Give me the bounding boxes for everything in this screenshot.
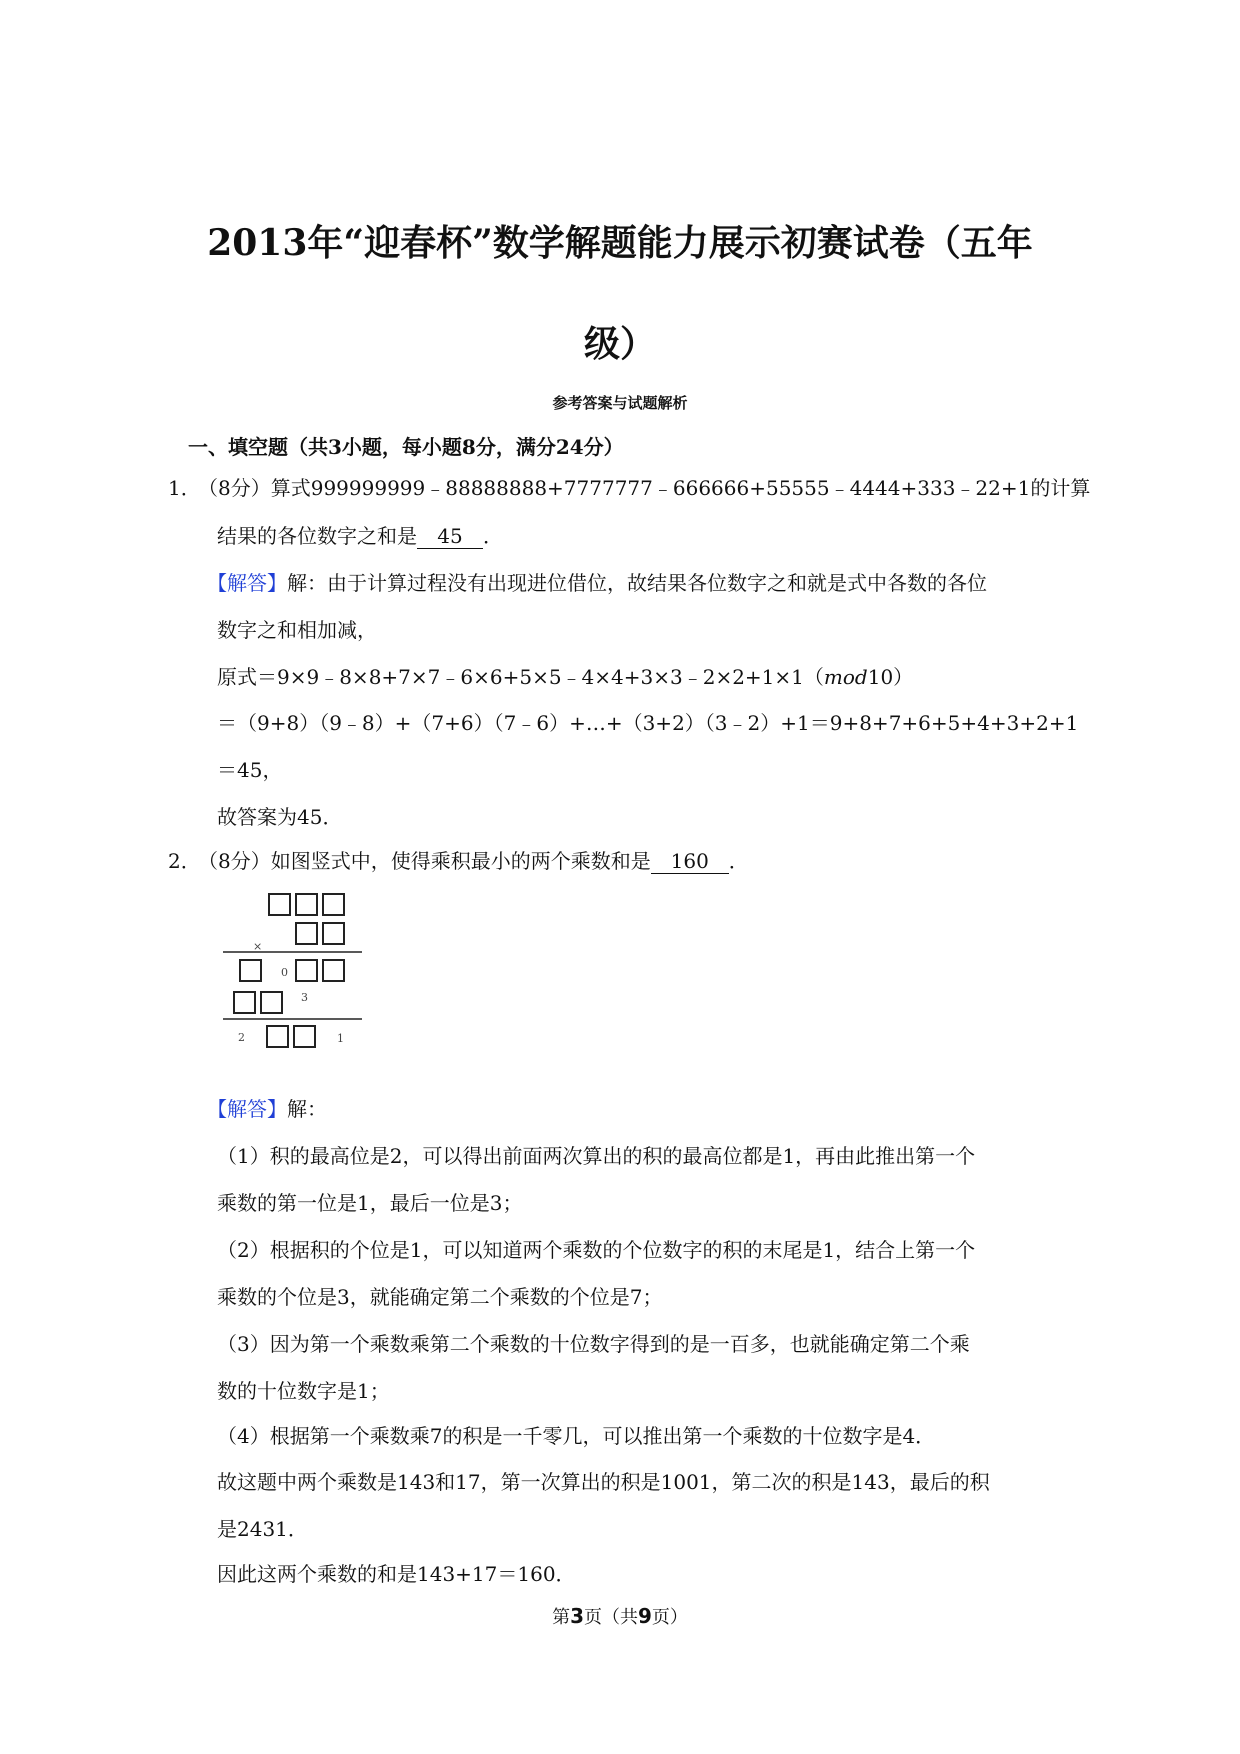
- q2-solution-line10: 因此这两个乘数的和是143+17＝160．: [217, 1562, 576, 1586]
- page-total: 9: [638, 1604, 652, 1628]
- q1-number: 1．: [168, 476, 201, 500]
- q2-solution-head: 【解答】解：: [207, 1097, 327, 1121]
- digit-box: [296, 960, 317, 981]
- digit-box: [296, 894, 317, 915]
- document-title-line1: 2013年“迎春杯”数学解题能力展示初赛试卷（五年: [207, 222, 1033, 264]
- digit-box: [240, 960, 261, 981]
- q1-answer: 45: [417, 524, 483, 549]
- q2-solution-line9: 是2431．: [217, 1517, 308, 1541]
- q1-text-line2: 结果的各位数字之和是 45 ．: [217, 524, 503, 548]
- page-number: 3: [570, 1604, 584, 1628]
- digit-box: [294, 1026, 315, 1047]
- q1-text: （8分）算式999999999﹣88888888+7777777﹣666666+55555﹣4444+333﹣22+1的计算: [198, 476, 1091, 500]
- times-sign: ×: [253, 940, 263, 953]
- document-title-line2: 级）: [583, 323, 656, 365]
- q2-solution-line8: 故这题中两个乘数是143和17，第一次算出的积是1001，第二次的积是143，最后的积: [217, 1470, 990, 1494]
- q2-solution-line7: （4）根据第一个乘数乘7的积是一千零几，可以推出第一个乘数的十位数字是4．: [217, 1424, 936, 1448]
- q2-solution-line2: 乘数的第一位是1，最后一位是3；: [217, 1191, 523, 1215]
- digit-0: 0: [281, 966, 288, 979]
- digit-box: [234, 992, 255, 1013]
- digit-box: [267, 1026, 288, 1047]
- q1-solution-line4: ＝（9+8）（9﹣8）+（7+6）（7﹣6）+…+（3+2）（3﹣2）+1＝9+8+7+6+5+4+3+2+1: [217, 711, 1079, 735]
- digit-box: [323, 894, 344, 915]
- digit-box: [323, 960, 344, 981]
- digit-3: 3: [301, 991, 308, 1004]
- q2-solution-line1: （1）积的最高位是2，可以得出前面两次算出的积的最高位都是1，再由此推出第一个: [217, 1144, 976, 1168]
- q1-solution-line6: 故答案为45．: [217, 805, 343, 829]
- q2-solution-line3: （2）根据积的个位是1，可以知道两个乘数的个位数字的积的末尾是1，结合上第一个: [217, 1238, 976, 1262]
- q2-answer: 160: [651, 849, 729, 874]
- q1-solution-line3: 原式＝9×9﹣8×8+7×7﹣6×6+5×5﹣4×4+3×3﹣2×2+1×1（mod10）: [217, 665, 914, 689]
- digit-1: 1: [337, 1032, 344, 1045]
- multiplication-figure: [220, 890, 365, 1055]
- q1-solution-tag: 【解答】: [207, 571, 287, 595]
- q2-solution-line5: （3）因为第一个乘数乘第二个乘数的十位数字得到的是一百多，也就能确定第二个乘: [217, 1332, 970, 1356]
- digit-box: [323, 923, 344, 944]
- document-subtitle: 参考答案与试题解析: [552, 394, 688, 412]
- q2-number: 2．: [168, 849, 201, 873]
- q1-solution-line1: 【解答】解：由于计算过程没有出现进位借位，故结果各位数字之和就是式中各数的各位: [207, 571, 987, 595]
- digit-2: 2: [238, 1031, 245, 1044]
- q1-solution-line2: 数字之和相加减，: [217, 618, 377, 642]
- q2-solution-tag: 【解答】: [207, 1097, 287, 1121]
- q1-solution-line5: ＝45，: [217, 758, 283, 782]
- page-footer: 第3页（共9页）: [552, 1604, 688, 1628]
- section-header: 一、填空题（共3小题，每小题8分，满分24分）: [188, 435, 624, 459]
- q2-text: （8分）如图竖式中，使得乘积最小的两个乘数和是 160 ．: [198, 849, 749, 873]
- digit-box: [261, 992, 282, 1013]
- q2-solution-line4: 乘数的个位是3，就能确定第二个乘数的个位是7；: [217, 1285, 663, 1309]
- digit-box: [296, 923, 317, 944]
- digit-box: [269, 894, 290, 915]
- q2-solution-line6: 数的十位数字是1；: [217, 1379, 390, 1403]
